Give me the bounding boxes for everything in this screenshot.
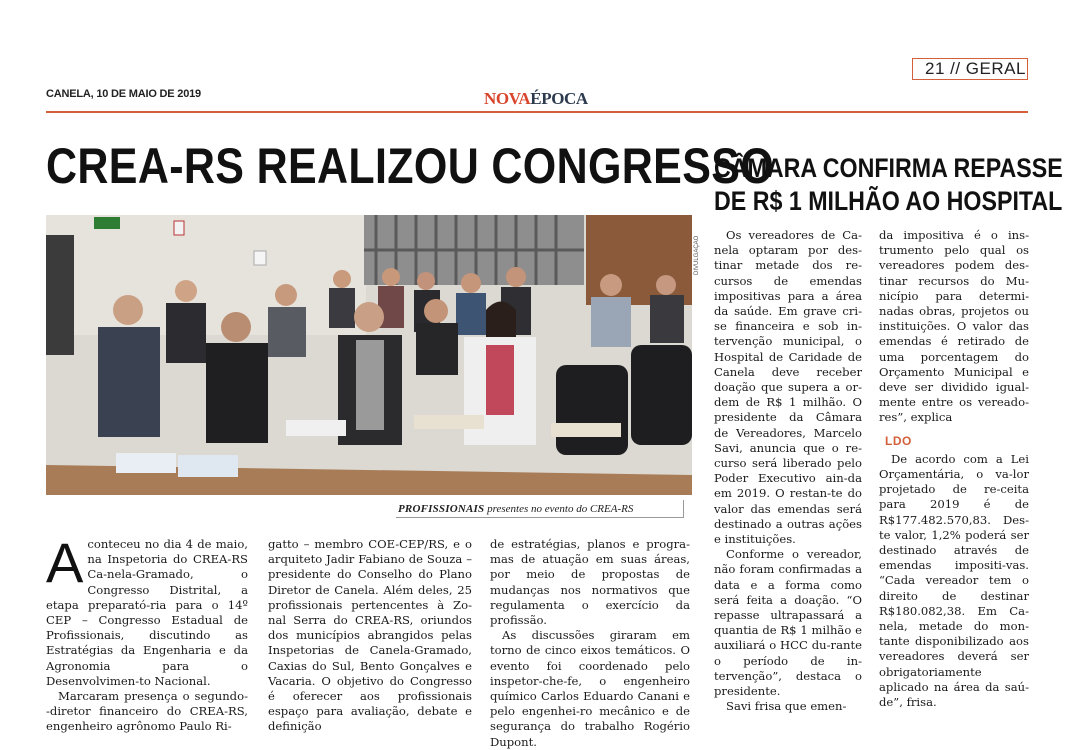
side-headline — [714, 152, 1063, 218]
paragraph-text: conteceu no dia 4 de maio, na Inspetoria do CREA-RS Ca-nela-Gramado, o Congresso Distrital, a etapa preparató-ria para o 14º CEP – Congresso Estadual de Profissionais, discutindo as Estratégias da Engenharia e da Agronomia para o Desenvolvimen-to Nacional. — [46, 537, 248, 688]
logo-epoca: ÉPOCA — [530, 89, 588, 108]
section-subhead: LDO — [885, 433, 912, 448]
side-article-paragraph: da impositiva é o ins-trumento pelo qual os vereadores podem des-tinar recursos do Mu-nicípio para determi-nadas obras, projetos ou instituições. O valor das emendas é retirado de uma porcentagem do Orçamento Municipal e deve ser dividido igual-mente entre os vereado-res”, explica — [879, 228, 1029, 425]
page-number-label: 21 // GERAL — [912, 58, 1028, 80]
main-headline: CREA-RS REALIZOU CONGRESSO — [46, 138, 775, 194]
newspaper-logo — [484, 89, 588, 109]
main-article-paragraph — [46, 531, 248, 689]
event-photo-illustration — [46, 215, 692, 495]
main-article-paragraph: As discussões giraram em torno de cinco eixos temáticos. O evento foi coordenado pelo inspetor-che-fe, o engenheiro químico Carlos Eduardo Canani e pelo engenhei-ro mecânico e de segurança do trabalho Rogério Dupont. — [490, 628, 690, 749]
side-article-column-1 — [714, 228, 862, 715]
caption-text: presentes no evento do CREA-RS — [484, 503, 634, 515]
date-line: CANELA, 10 DE MAIO DE 2019 — [46, 88, 201, 100]
side-article-paragraph: Os vereadores de Ca-nela optaram por des-tinar metade dos re-cursos de emendas impositivas para a área da saúde. Em grave cri-se financeira e sob in-tervenção municipal, o Hospital de Caridade de Canela deve receber doação que supera a or-dem de R$ 1 milhão. O presidente da Câmara de Vereadores, Marcelo Savi, anuncia que o re-curso será liberado pelo Poder Executivo ain-da em 2019. O restan-te do valor das emendas será destinado a outras ações e instituições. — [714, 228, 862, 547]
drop-cap: A — [46, 531, 84, 594]
side-headline-line2: DE R$ 1 MILHÃO AO HOSPITAL — [714, 186, 1063, 216]
side-article-paragraph: De acordo com a Lei Orçamentária, o va-lor projetado de re-ceita para 2019 é de R$177.482.570,83. Des-te valor, 1,2% poderá ser destinado através de emendas impositi-vas. “Cada vereador tem o direito de destinar R$180.082,38. Em Ca-nela, metade do mon-tante disponibilizado aos vereadores deverá ser obrigatoriamente aplicado na área da saú-de”, frisa. — [879, 451, 1029, 710]
main-article-column-1 — [46, 531, 248, 735]
side-article-paragraph: Conforme o vereador, não foram confirmadas a data e a forma como será feita a doação. “O repasse ultrapassará a quantia de R$ 1 milhão e auxiliará o HCC du-rante o período de in-tervenção”, destaca o presidente. — [714, 547, 862, 699]
header-rule — [46, 111, 1028, 113]
side-article-column-2 — [879, 228, 1029, 710]
main-article-paragraph: gatto – membro COE-CEP/RS, e o arquiteto Jadir Fabiano de Souza – presidente do Conselho do Plano Diretor de Canela. Além deles, 25 profissionais pertencentes à Zo-nal Serra do CREA-RS, oriundos dos municípios abrangidos pelas Inspetorias de Canela-Gramado, Caxias do Sul, Bento Gonçalves e Vacaria. O objetivo do Congresso é oferecer aos profissionais espaço para avaliação, debate e definição — [268, 537, 472, 734]
side-article-paragraph: Savi frisa que emen- — [726, 699, 847, 714]
side-headline-line1: CÂMARA CONFIRMA REPASSE — [714, 153, 1063, 183]
event-photo — [46, 215, 692, 495]
main-article-column-2 — [268, 537, 472, 735]
photo-caption — [396, 500, 684, 518]
photo-credit: DIVULGAÇÃO — [694, 235, 700, 275]
main-article-column-3 — [490, 537, 690, 750]
main-article-paragraph: Marcaram presença o segundo--diretor financeiro do CREA-RS, engenheiro agrônomo Paulo Ri- — [46, 689, 248, 734]
main-article-paragraph: de estratégias, planos e progra-mas de atuação em suas áreas, por meio de propostas de mudanças nos normativos que regulamenta o exercício da profissão. — [490, 537, 690, 628]
logo-nova: NOVA — [484, 89, 531, 108]
caption-bold: PROFISSIONAIS — [398, 503, 485, 515]
